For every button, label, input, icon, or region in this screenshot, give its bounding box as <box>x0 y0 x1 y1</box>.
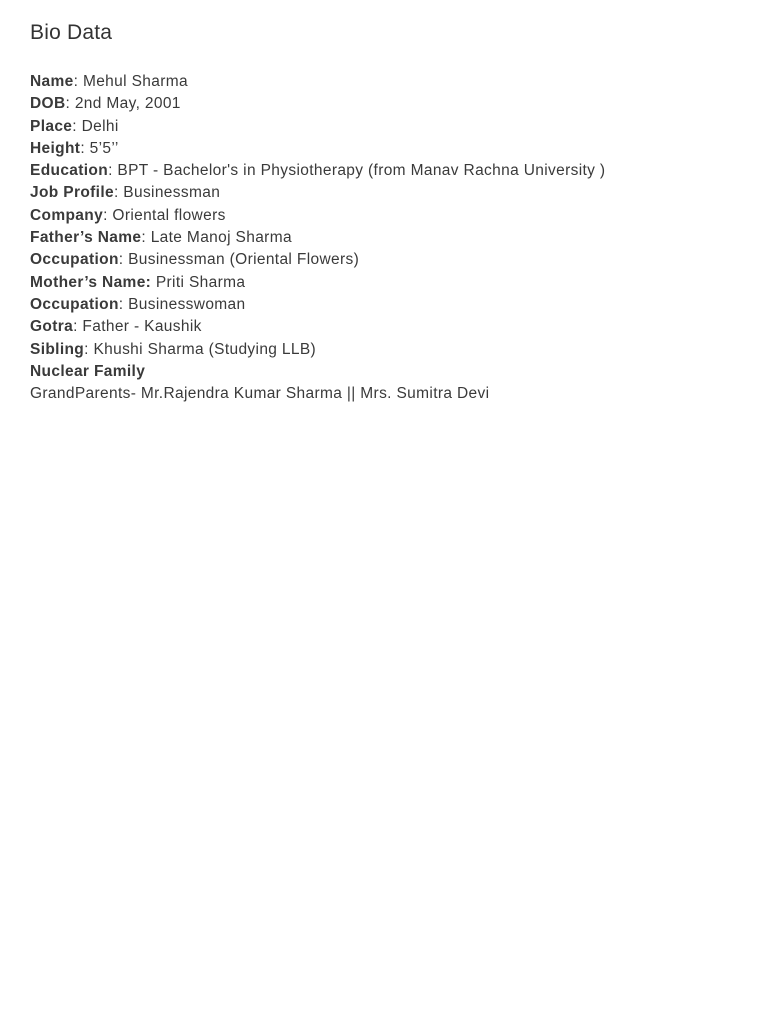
field-name <box>30 71 738 93</box>
field-separator: : <box>141 229 151 247</box>
field-label: Mother’s Name: <box>30 273 152 291</box>
field-value: Oriental flowers <box>112 206 226 224</box>
field-separator: : <box>72 117 82 135</box>
field-mother-occupation <box>30 294 738 316</box>
field-value: Delhi <box>81 117 119 135</box>
field-label: Place <box>30 117 73 135</box>
field-value: BPT - Bachelor's in Physiotherapy (from Manav Rachna University ) <box>117 162 606 180</box>
bio-fields <box>30 71 738 405</box>
field-separator: : <box>65 95 75 113</box>
page-title: Bio Data <box>30 21 113 44</box>
field-value: Mehul Sharma <box>82 73 188 90</box>
field-value: Businessman (Oriental Flowers) <box>128 251 360 269</box>
field-company <box>30 205 738 227</box>
field-separator: : <box>84 340 94 358</box>
field-fathers-name <box>30 227 738 249</box>
field-separator: : <box>73 318 83 336</box>
field-label: DOB <box>30 95 66 113</box>
field-label: Gotra <box>30 318 74 336</box>
field-separator: : <box>118 295 129 313</box>
field-value: Father - Kaushik <box>82 318 202 336</box>
field-value: Late Manoj Sharma <box>150 229 292 247</box>
field-separator: : <box>108 162 118 180</box>
field-value: GrandParents- Mr.Rajendra Kumar Sharma || Mrs. Sumitra Devi <box>30 385 490 403</box>
field-label: Occupation <box>30 251 119 269</box>
field-separator: : <box>113 184 124 202</box>
field-grandparents <box>30 383 738 405</box>
field-place <box>30 116 738 138</box>
field-nuclear-family <box>30 361 738 383</box>
field-separator: : <box>118 251 129 269</box>
field-label: Nuclear Family <box>30 362 146 380</box>
field-height <box>30 138 738 160</box>
field-mothers-name <box>30 272 738 294</box>
field-job-profile <box>30 182 738 204</box>
field-father-occupation <box>30 249 738 271</box>
field-separator: : <box>103 206 113 224</box>
field-label: Name <box>30 73 74 90</box>
field-separator: : <box>73 73 83 90</box>
field-label: Education <box>30 162 109 180</box>
field-gotra <box>30 316 738 338</box>
field-label: Father’s Name <box>30 229 142 247</box>
field-value: 2nd May, 2001 <box>74 95 181 113</box>
field-label: Occupation <box>30 295 119 313</box>
field-value: 5’5’’ <box>89 139 119 157</box>
field-label: Sibling <box>30 340 85 358</box>
field-label: Height <box>30 139 81 157</box>
field-value: Businesswoman <box>128 295 246 313</box>
field-separator: : <box>80 139 90 157</box>
field-education <box>30 160 738 182</box>
field-value: Khushi Sharma (Studying LLB) <box>93 340 317 358</box>
field-label: Company <box>30 206 104 224</box>
field-sibling <box>30 339 738 361</box>
field-dob <box>30 93 738 115</box>
field-value: Businessman <box>123 184 221 202</box>
field-label: Job Profile <box>30 184 114 202</box>
field-value: Priti Sharma <box>155 273 246 291</box>
